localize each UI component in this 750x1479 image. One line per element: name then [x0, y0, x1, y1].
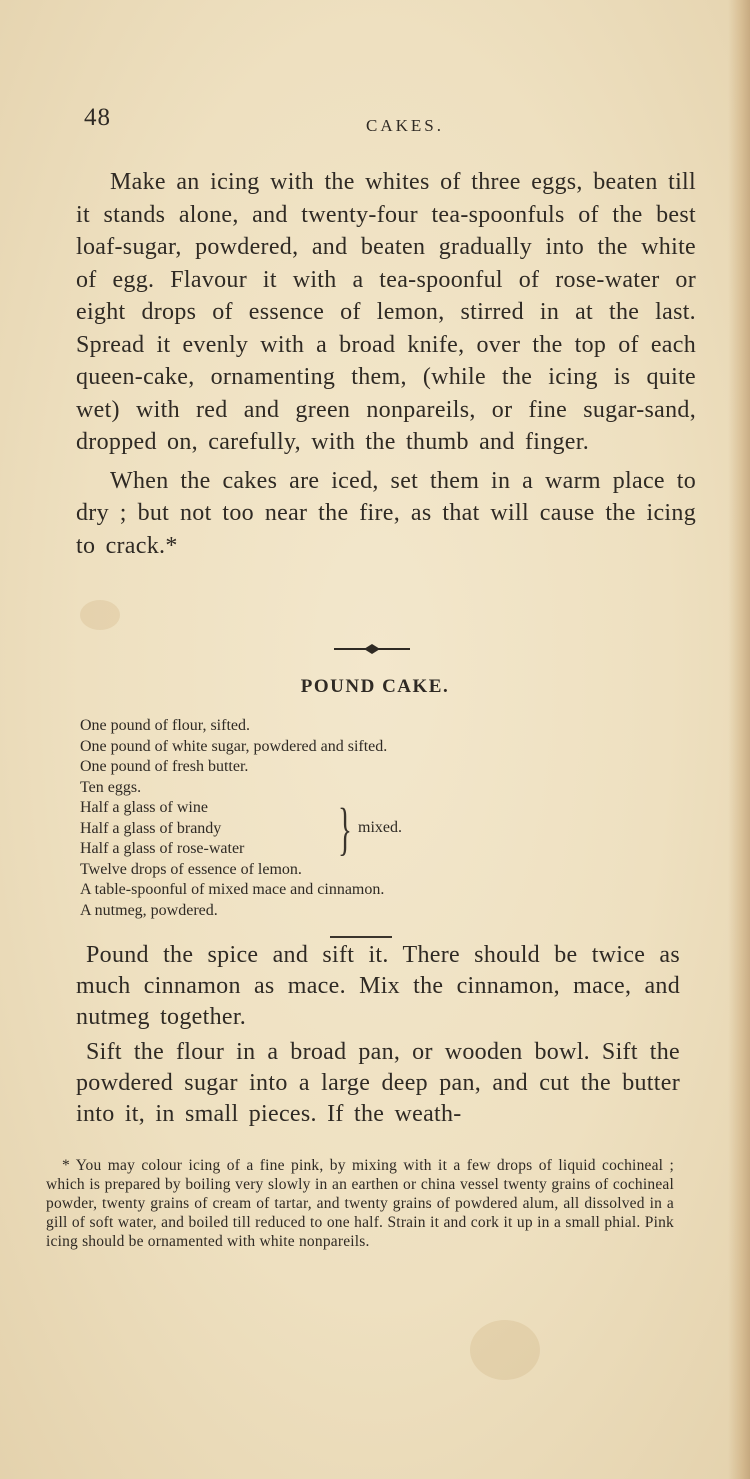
section-divider — [330, 936, 392, 938]
page-edge-shadow — [728, 0, 750, 1479]
ingredient-item: One pound of white sugar, powdered and sifted. — [80, 737, 388, 755]
body-text-top — [76, 166, 696, 568]
group-label: mixed. — [358, 819, 402, 836]
brace-symbol: } — [338, 796, 352, 861]
paper-stain — [470, 1320, 540, 1380]
ingredient-list — [80, 716, 520, 921]
mixed-ingredient-group — [80, 798, 520, 860]
page-header — [84, 100, 672, 140]
ingredient-item: Half a glass of rose-water — [80, 840, 245, 857]
ingredient-item: Ten eggs. — [80, 778, 142, 796]
ingredient-item: Half a glass of wine — [80, 799, 208, 816]
ingredient-item: A table-spoonful of mixed mace and cinnamon. — [80, 881, 385, 898]
ingredient-item: Twelve drops of essence of lemon. — [80, 860, 302, 878]
ingredient-item: One pound of flour, sifted. — [80, 717, 250, 734]
page-number: 48 — [84, 104, 111, 131]
running-head: CAKES. — [366, 116, 444, 135]
paragraph: Pound the spice and sift it. There should be twice as much cinnamon as mace. Mix the cinnamon, mace, and nutmeg together. — [76, 942, 680, 1030]
section-ornament — [332, 642, 412, 656]
paper-stain — [80, 600, 120, 630]
paragraph: Sift the flour in a broad pan, or wooden bowl. Sift the powdered sugar into a large deep pan, and cut the butter into it, in small pieces. If the weath- — [76, 1039, 680, 1127]
paragraph: When the cakes are iced, set them in a warm place to dry ; but not too near the fire, as that will cause the icing to crack.* — [76, 467, 696, 559]
section-title: POUND CAKE. — [300, 676, 450, 697]
ingredient-item: Half a glass of brandy — [80, 819, 222, 837]
footnote — [46, 1156, 674, 1251]
ingredient-item: One pound of fresh butter. — [80, 758, 249, 775]
footnote-text: * You may colour icing of a fine pink, by mixing with it a few drops of liquid cochineal ; which is prepared by boiling very slowly in an earthen or china vessel twenty grains of cochineal powder, twenty grains of cream of tartar, and twenty grains of powdered alum, all dissolved in a gill of soft water, and boiled till reduced to one half. Strain it and cork it up in a small phial. Pink icing should be ornamented with white nonpareils. — [46, 1157, 674, 1250]
ingredient-item: A nutmeg, powdered. — [80, 901, 218, 919]
paragraph: Make an icing with the whites of three eggs, beaten till it stands alone, and twenty-four tea-spoonfuls of the best loaf-sugar, powdered, and beaten gradually into the white of egg. Flavour it with a tea-spoonful of rose-water or eight drops of essence of lemon, stirred in at the last. Spread it evenly with a broad knife, over the top of each queen-cake, ornamenting them, (while the icing is quite wet) with red and green nonpareils, or fine sugar-sand, dropped on, carefully, with the thumb and finger. — [76, 169, 696, 455]
body-text-bottom — [76, 940, 680, 1134]
